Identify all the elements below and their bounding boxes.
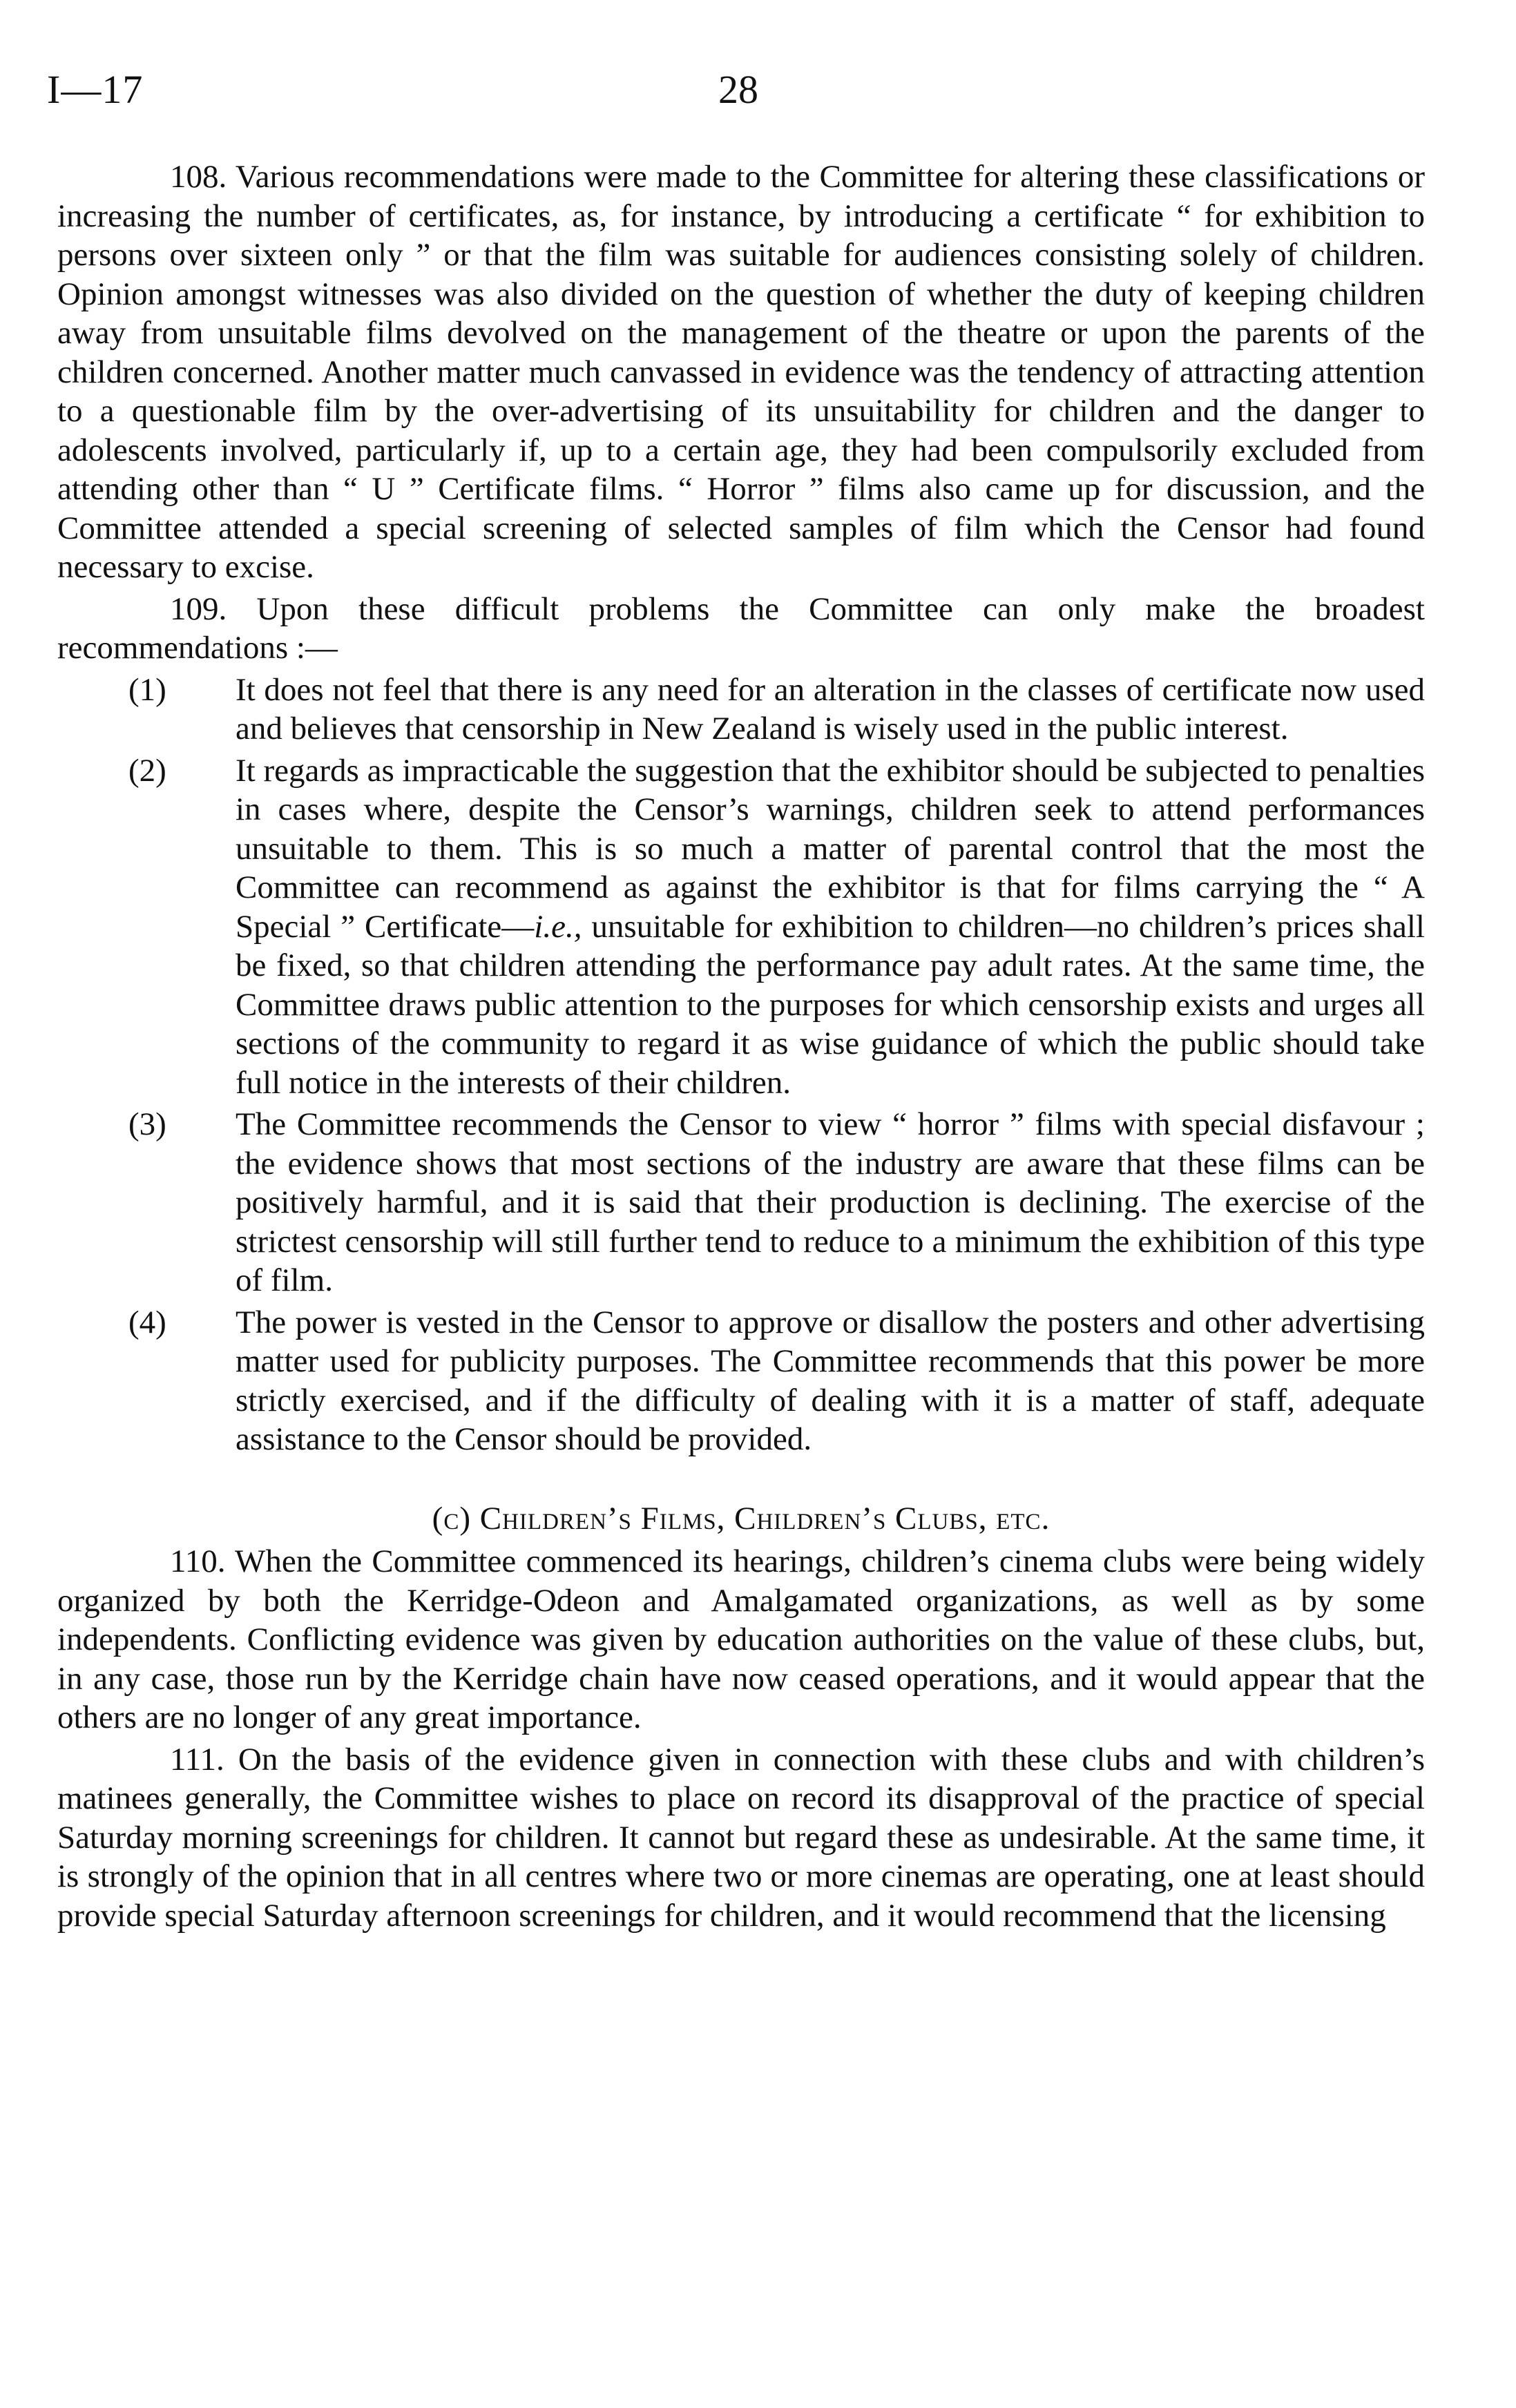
- page-number: 28: [718, 67, 758, 112]
- recommendation-number: (3): [128, 1106, 166, 1142]
- paragraph-108: 108. Various recommendations were made to the Committee for altering these classifications or increasing the number of certificates, as, for instance, by introducing a certificate “ for exhibition to persons over sixteen only ” or that the film was suitable for audiences consisting solely of children. Opinion amongst witnesses was also divided on the question of whether the duty of keeping children away from unsuitable films devolved on the management of the theatre or upon the parents of the children concerned. Another matter much canvassed in evidence was the tendency of attracting attention to a questionable film by the over-advertising of its unsuitability for children and the danger to adolescents involved, particularly if, up to a certain age, they had been compulsorily excluded from attending other than “ U ” Certificate films. “ Horror ” films also came up for discussion, and the Committee attended a special screening of selected samples of film which the Censor had found necessary to excise.: [57, 159, 1425, 585]
- page-body: [57, 157, 1425, 1936]
- recommendation-1: [57, 671, 1425, 749]
- recommendation-number: (1): [128, 671, 166, 708]
- recommendation-text-part: unsuitable for exhibition to children—no children’s prices shall be fixed, so that children attending the performance pay adult rates. At the same time, the Committee draws public attention to the purposes for which censorship exists and urges all sections of the community to regard it as wise guidance of which the public should take full notice in the interests of their children.: [236, 908, 1425, 1101]
- recommendation-3: [57, 1105, 1425, 1300]
- recommendation-number: (4): [128, 1304, 166, 1340]
- recommendation-text: [236, 751, 1425, 1103]
- recommendation-text-italic: i.e.,: [534, 908, 582, 945]
- paragraph-110: 110. When the Committee commenced its hearings, children’s cinema clubs were being widely organized by both the Kerridge-Odeon and Amalgamated organizations, as well as by some independents. Conflicting evidence was given by education authorities on the value of these clubs, but, in any case, those run by the Kerridge chain have now ceased operations, and it would appear that the others are no longer of any great importance.: [57, 1543, 1425, 1735]
- document-reference: I—17: [47, 67, 144, 112]
- recommendation-2: [57, 751, 1425, 1103]
- paragraph-111: 111. On the basis of the evidence given in connection with these clubs and with children’s matinees generally, the Committee wishes to place on record its disapproval of the practice of special Saturday morning screenings for children. It cannot but regard these as undesirable. At the same time, it is strongly of the opinion that in all centres where two or more cinemas are operating, one at least should provide special Saturday afternoon screenings for children, and it would recommend that the licensing: [57, 1741, 1425, 1934]
- recommendation-number: (2): [128, 752, 166, 789]
- recommendation-text: It does not feel that there is any need for an alteration in the classes of certificate now used and believes that censorship in New Zealand is wisely used in the public interest.: [236, 671, 1425, 747]
- recommendation-text-part: It regards as impracticable the suggestion that the exhibitor should be subjected to penalties in cases where, despite the Censor’s warnings, children seek to attend performances unsuitable to them. This is so much a matter of parental control that the most the Committee can recommend as against the exhibitor is that for films carrying the “ A Special ” Certificate—: [236, 752, 1425, 945]
- recommendation-text: The Committee recommends the Censor to view “ horror ” films with special disfavour ; the evidence shows that most sections of the industry are aware that these films can be positively harmful, and it is said that their production is declining. The exercise of the strictest censorship will still further tend to reduce to a minimum the exhibition of this type of film.: [236, 1106, 1425, 1298]
- recommendation-4: [57, 1303, 1425, 1459]
- section-heading: (c) Children’s Films, Children’s Clubs, etc.: [432, 1500, 1050, 1537]
- recommendation-text: The power is vested in the Censor to approve or disallow the posters and other advertising matter used for publicity purposes. The Committee recommends that this power be more strictly exercised, and if the difficulty of dealing with it is a matter of staff, adequate assistance to the Censor should be provided.: [236, 1304, 1425, 1457]
- paragraph-109: 109. Upon these difficult problems the Committee can only make the broadest recommendations :—: [57, 590, 1425, 666]
